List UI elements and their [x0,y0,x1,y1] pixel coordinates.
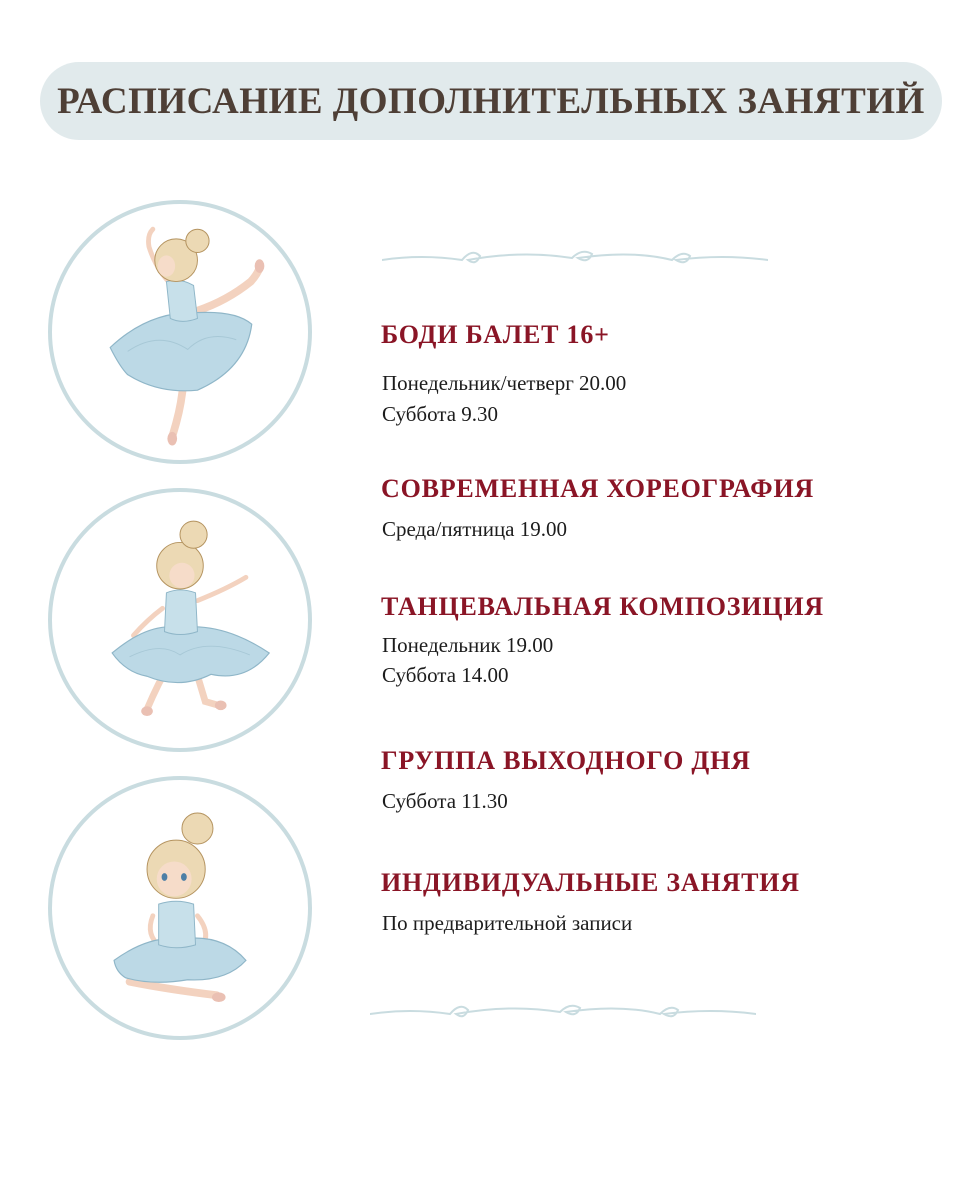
class-time: Понедельник 19.00 [382,633,554,657]
class-time: Среда/пятница 19.00 [382,517,568,541]
page-title: РАСПИСАНИЕ ДОПОЛНИТЕЛЬНЫХ ЗАНЯТИЙ [57,80,925,122]
class-time: Суббота 14.00 [382,663,509,687]
class-time: Суббота 9.30 [382,402,499,426]
class-title-body-ballet: БОДИ БАЛЕТ 16+ [381,320,610,349]
class-time: Суббота 11.30 [382,789,508,813]
title-banner [40,62,942,140]
ballerina-sitting-icon [48,776,312,1040]
flourish-top-icon [382,244,768,274]
class-title-contemporary: СОВРЕМЕННАЯ ХОРЕОГРАФИЯ [381,474,815,503]
class-title-weekend-group: ГРУППА ВЫХОДНОГО ДНЯ [381,746,751,775]
ballerina-pose-icon [48,488,312,752]
class-title-dance-composition: ТАНЦЕВАЛЬНАЯ КОМПОЗИЦИЯ [381,592,824,621]
ballerina-arabesque-icon [48,200,312,464]
class-time: По предварительной записи [382,911,633,935]
class-time: Понедельник/четверг 20.00 [382,371,627,395]
class-title-individual: ИНДИВИДУАЛЬНЫЕ ЗАНЯТИЯ [381,868,800,897]
flourish-bottom-icon [370,998,756,1028]
